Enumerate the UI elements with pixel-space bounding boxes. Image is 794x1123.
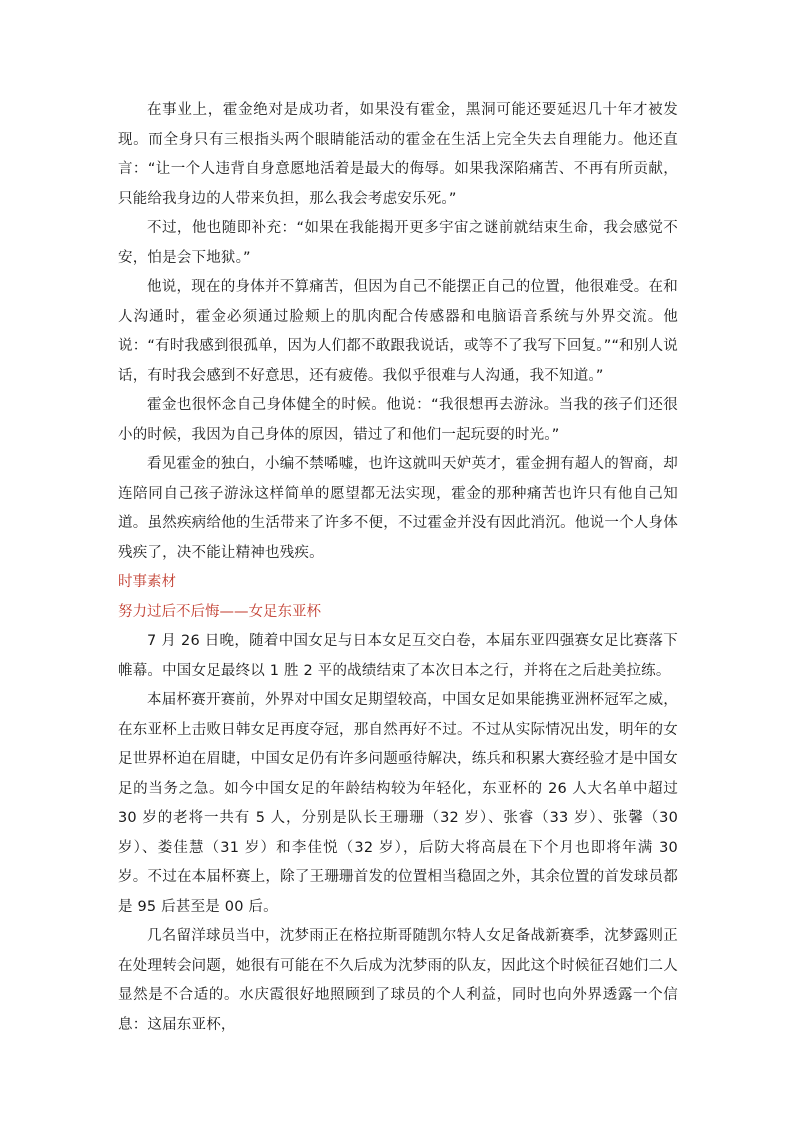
paragraph-hawking-success: 在事业上，霍金绝对是成功者，如果没有霍金，黑洞可能还要延迟几十年才被发现。而全身只有三根指头两个眼睛能活动的霍金在生活上完全失去自理能力。他还直言：“让一个人违背自身意愿地活着是最大的侮辱。如果我深陷痛苦、不再有所贡献，只能给我身边的人带来负担，那么我会考虑安乐死。” [118, 102, 678, 207]
paragraph-hawking-communication: 他说，现在的身体并不算痛苦，但因为自己不能摆正自己的位置，他很难受。在和人沟通时，霍金必须通过脸颊上的肌肉配合传感器和电脑语音系统与外界交流。他说：“有时我感到很孤单，因为人们都不敢跟我说话，或等不了我写下回复。”“和别人说话，有时我会感到不好意思，还有疲倦。我似乎很难与人沟通，我不知道。” [118, 279, 678, 384]
paragraph-hawking-swimming: 霍金也很怀念自己身体健全的时候。他说：“我很想再去游泳。当我的孩子们还很小的时候，我因为自己身体的原因，错过了和他们一起玩耍的时光。” [118, 397, 678, 443]
section-heading: 时事素材 [118, 574, 176, 590]
paragraph-hawking-supplement: 不过，他也随即补充：“如果在我能揭开更多宇宙之谜前就结束生命，我会感觉不安，怕是会下地狱。” [118, 220, 678, 266]
paragraph-match-result: 7 月 26 日晚，随着中国女足与日本女足互交白卷，本届东亚四强赛女足比赛落下帷幕。中国女足最终以 1 胜 2 平的战绩结束了本次日本之行，并将在之后赴美拉练。 [118, 633, 678, 679]
article-title: 努力过后不后悔——女足东亚杯 [118, 603, 321, 620]
paragraph-team-analysis: 本届杯赛开赛前，外界对中国女足期望较高，中国女足如果能携亚洲杯冠军之威，在东亚杯上击败日韩女足再度夺冠，那自然再好不过。不过从实际情况出发，明年的女足世界杯迫在眉睫，中国女足仍有许多问题亟待解决，练兵和积累大赛经验才是中国女足的当务之急。如今中国女足的年龄结构较为年轻化，东亚杯的 26 人大名单中超过 30 岁的老将一共有 5 人，分别是队长王珊珊（32 岁）、张睿（33 岁）、张馨（30 岁）、娄佳慧（31 岁）和李佳悦（32 岁），后防大将高晨在下个月也即将年满 30 岁。不过在本届杯赛上，除了王珊珊首发的位置相当稳固之外，其余位置的首发球员都是 95 后甚至是 00 后。 [118, 692, 678, 915]
document-page [118, 96, 678, 1040]
paragraph-overseas-players: 几名留洋球员当中，沈梦雨正在格拉斯哥随凯尔特人女足备战新赛季，沈梦露则正在处理转会问题，她很有可能在不久后成为沈梦雨的队友，因此这个时候征召她们二人显然是不合适的。水庆霞很好地照顾到了球员的个人利益，同时也向外界透露一个信息：这届东亚杯， [118, 928, 678, 1033]
paragraph-editor-comment: 看见霍金的独白，小编不禁唏嘘，也许这就叫天妒英才，霍金拥有超人的智商，却连陪同自己孩子游泳这样简单的愿望都无法实现，霍金的那种痛苦也许只有他自己知道。虽然疾病给他的生活带来了许多不便，不过霍金并没有因此消沉。他说一个人身体残疾了，决不能让精神也残疾。 [118, 456, 678, 561]
